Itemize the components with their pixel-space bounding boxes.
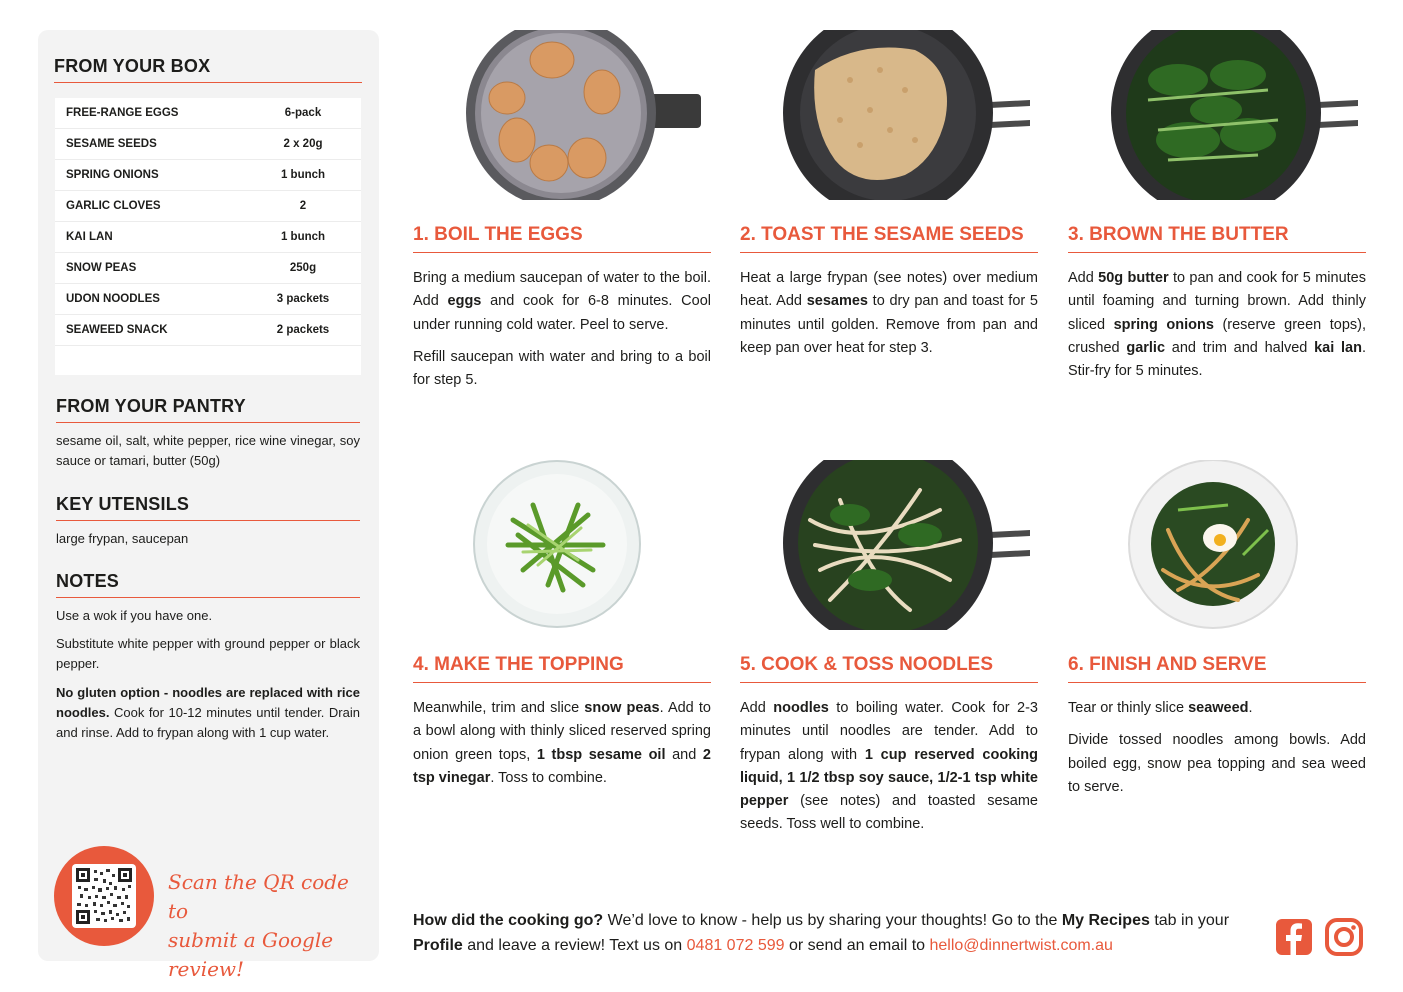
- ingredient-highlight: kai lan: [1314, 339, 1362, 356]
- text-run: to boiling water. Cook for 2-3 minutes until noodles are tender. Add to frypan along with: [740, 700, 1038, 763]
- pantry-text: sesame oil, salt, white pepper, rice wine vinegar, soy sauce or tamari, butter (50g): [56, 433, 360, 468]
- ingredient-highlight: noodles: [773, 700, 829, 716]
- ingredient-name: KAI LAN: [66, 231, 113, 243]
- text-run: and cook for 6-8 minutes. Cool under running cold water. Peel to serve.: [413, 293, 711, 333]
- greens-in-frypan-photo: [1068, 30, 1366, 200]
- email-link[interactable]: hello@dinnertwist.com.au: [929, 937, 1113, 954]
- text-run: .: [1248, 700, 1253, 716]
- table-row: [55, 222, 361, 253]
- qr-prompt: [168, 868, 368, 984]
- box-heading: FROM YOUR BOX: [54, 56, 362, 83]
- qr-code-icon[interactable]: [72, 864, 136, 928]
- step-4: [413, 460, 711, 860]
- note-2: Substitute white pepper with ground pepper or black pepper.: [56, 636, 360, 671]
- snow-peas-photo: [413, 460, 711, 630]
- step-2: [740, 30, 1038, 430]
- step-title: 4. MAKE THE TOPPING: [413, 654, 711, 683]
- ingredient-name: FREE-RANGE EGGS: [66, 107, 179, 119]
- ingredient-highlight: garlic: [1126, 339, 1166, 356]
- ingredient-highlight: 1 cup reserved cooking liquid, 1 1/2 tbsp soy sauce, 1/2-1 tsp white pepper: [740, 746, 1039, 810]
- note-3: [56, 683, 360, 743]
- ingredient-name: SNOW PEAS: [66, 262, 137, 274]
- ingredient-name: GARLIC CLOVES: [66, 200, 161, 212]
- ingredient-qty: 6-pack: [284, 107, 322, 119]
- table-row: [55, 315, 361, 346]
- step-paragraph: [1068, 697, 1366, 720]
- text-run: Bring a medium saucepan of water to the boil. Add: [413, 270, 711, 310]
- step-6: [1068, 460, 1366, 860]
- text-run: Tear or thinly slice: [1068, 700, 1189, 716]
- boiled-eggs-photo: [413, 30, 711, 200]
- text-run: (reserve green tops), crushed: [1068, 316, 1366, 356]
- feedback-question: How did the cooking go?: [413, 912, 604, 929]
- step-paragraph: [740, 267, 1038, 360]
- step-text: [740, 697, 1038, 837]
- ingredient-highlight: spring onions: [1113, 316, 1214, 333]
- step-paragraph: Refill saucepan with water and bring to a boil for step 5.: [413, 348, 711, 389]
- step-paragraph: [740, 697, 1038, 837]
- text-run: . Toss to combine.: [490, 769, 607, 786]
- step-text: [740, 267, 1038, 360]
- step-title: 2. TOAST THE SESAME SEEDS: [740, 224, 1038, 253]
- ingredient-qty: 1 bunch: [280, 231, 326, 243]
- utensils-heading: KEY UTENSILS: [56, 494, 360, 521]
- text-run: and leave a review! Text us on: [462, 937, 687, 954]
- ingredients-sidebar: [38, 30, 379, 981]
- ingredient-qty: 3 packets: [276, 293, 330, 305]
- box-ingredients-table: [55, 98, 361, 375]
- table-row: [55, 129, 361, 160]
- ingredient-name: SESAME SEEDS: [66, 138, 157, 150]
- ingredient-highlight: snow peas: [584, 700, 660, 716]
- text-run: Add: [740, 700, 774, 716]
- ingredient-name: SPRING ONIONS: [66, 169, 159, 181]
- step-text: [413, 267, 711, 392]
- step-3: [1068, 30, 1366, 430]
- text-run: Meanwhile, trim and slice: [413, 700, 585, 716]
- step-title: 6. FINISH AND SERVE: [1068, 654, 1366, 683]
- step-paragraph: [413, 697, 711, 790]
- text-run: Heat a large frypan (see notes) over medium heat. Add: [740, 270, 1038, 310]
- text-run: tab in your: [1149, 912, 1230, 929]
- text-run: to pan and cook for 5 minutes until foaming and turning brown. Add thinly sliced: [1068, 270, 1366, 333]
- text-run: and trim and halved: [1165, 339, 1315, 356]
- text-run: (see notes) and toasted sesame seeds. Toss well to combine.: [740, 793, 1038, 833]
- table-row: [55, 191, 361, 222]
- facebook-icon[interactable]: [1275, 918, 1313, 956]
- ingredient-qty: 2 packets: [276, 324, 330, 336]
- note-3-bold: No gluten option - noodles are replaced with rice noodles.: [56, 685, 360, 720]
- text-run: and: [665, 746, 703, 763]
- my-recipes-link[interactable]: My Recipes: [1061, 912, 1150, 929]
- profile-link[interactable]: Profile: [413, 937, 463, 954]
- ingredient-highlight: 2 tsp vinegar: [413, 746, 711, 786]
- pantry-heading: FROM YOUR PANTRY: [56, 396, 360, 423]
- ingredient-qty: 250g: [289, 262, 317, 274]
- text-run: . Stir-fry for 5 minutes.: [1068, 339, 1366, 380]
- step-title: 3. BROWN THE BUTTER: [1068, 224, 1366, 253]
- ingredient-highlight: seaweed: [1188, 700, 1249, 716]
- instagram-icon[interactable]: [1325, 918, 1363, 956]
- text-run: We’d love to know - help us by sharing your thoughts! Go to the: [603, 912, 1062, 929]
- step-text: [1068, 267, 1366, 383]
- step-text: [413, 697, 711, 790]
- step-paragraph: Divide tossed noodles among bowls. Add boiled egg, snow pea topping and sea weed to serve.: [1068, 732, 1366, 795]
- text-run: Add: [1068, 270, 1099, 286]
- ingredient-qty: 2 x 20g: [283, 138, 323, 150]
- table-row: [55, 284, 361, 315]
- step-title: 1. BOIL THE EGGS: [413, 224, 711, 253]
- feedback-footer: [413, 908, 1263, 958]
- notes-heading: NOTES: [56, 571, 360, 598]
- phone-link[interactable]: 0481 072 599: [686, 937, 785, 954]
- ingredient-highlight: 1 tbsp sesame oil: [536, 746, 666, 763]
- text-run: to dry pan and toast for 5 minutes until golden. Remove from pan and keep pan over heat for step 3.: [740, 293, 1038, 356]
- table-row: [55, 160, 361, 191]
- noodles-in-frypan-photo: [740, 460, 1038, 630]
- ingredient-name: UDON NOODLES: [66, 293, 160, 305]
- plated-noodles-photo: [1068, 460, 1366, 630]
- utensils-text: large frypan, saucepan: [56, 531, 189, 546]
- step-1: [413, 30, 711, 430]
- table-row: [55, 253, 361, 284]
- ingredient-highlight: eggs: [447, 293, 482, 310]
- step-title: 5. COOK & TOSS NOODLES: [740, 654, 1038, 683]
- note-1: Use a wok if you have one.: [56, 608, 213, 623]
- sesame-seeds-photo: [740, 30, 1038, 200]
- step-paragraph: [1068, 267, 1366, 383]
- ingredient-highlight: sesames: [806, 293, 868, 310]
- qr-badge: [54, 846, 154, 946]
- step-5: [740, 460, 1038, 860]
- ingredient-qty: 2: [299, 200, 307, 212]
- qr-prompt-line-2: submit a Google review!: [168, 928, 334, 981]
- ingredient-highlight: 50g butter: [1098, 270, 1169, 286]
- ingredient-name: SEAWEED SNACK: [66, 324, 168, 336]
- text-run: or send an email to: [784, 937, 930, 954]
- note-3-rest: Cook for 10-12 minutes until tender. Drain and rinse. Add to frypan along with 1 cup water.: [56, 705, 360, 740]
- text-run: . Add to a bowl along with thinly sliced reserved spring onion green tops,: [413, 700, 711, 763]
- ingredient-qty: 1 bunch: [280, 169, 326, 181]
- table-row: [55, 98, 361, 129]
- step-paragraph: [413, 267, 711, 337]
- qr-prompt-line-1: Scan the QR code to: [168, 870, 349, 923]
- step-text: [1068, 697, 1366, 799]
